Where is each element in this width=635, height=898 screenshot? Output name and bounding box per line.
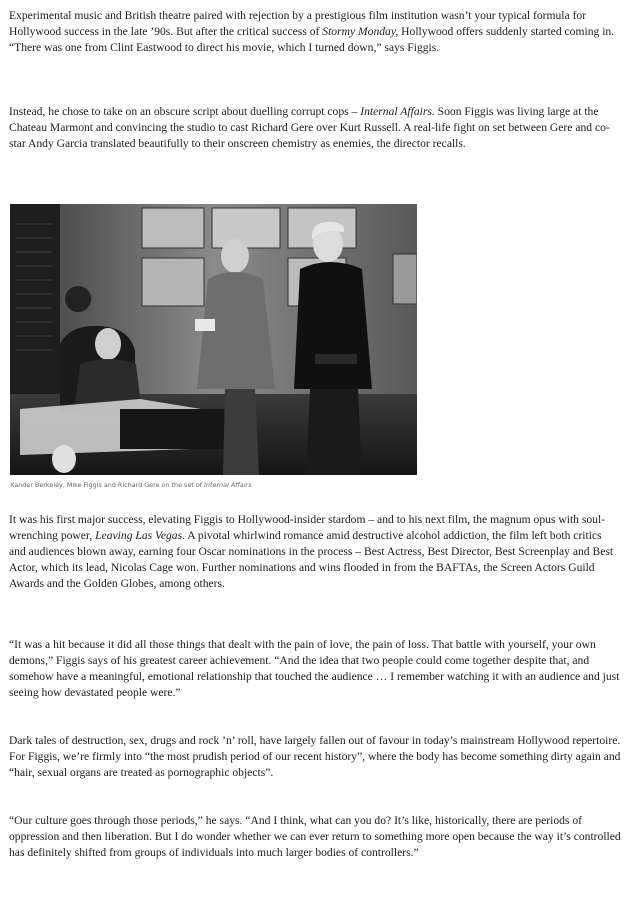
paragraph-quote-hit: “It was a hit because it did all those things that dealt with the pain of love, the pain of loss. That battle with yourself, your own demons,” Figgis says of his greatest career achievement. “And the idea that two people could come together despite that, and somehow have a meaningful, emotional relationship that touched the audience … I remember watching it with an audience and just seeing how devastated people were.” [9, 638, 620, 699]
paragraph-culture-periods: “Our culture goes through those periods,” he says. “And I think, what can you do? It’s like, historically, there are periods of oppression and then liberation. But I do wonder whether we can ever return to something more open because the way it’s controlled has definitely shifted from groups of individuals into much larger bodies of controllers.” [9, 814, 621, 859]
photo-caption: Xander Berkeley, Mike Figgis and Richard Gere on the set of Internal Affairs [10, 481, 252, 489]
paragraph-internal-affairs: Instead, he chose to take on an obscure script about duelling corrupt cops – Internal Affairs. Soon Figgis was living large at the Chateau Marmont and convincing the studio to cast Richard Gere over Kurt Russell. A real-life fight on set between Gere and co-star Andy Garcia translated beautifully to their onscreen chemistry as enemies, the director recalls. [9, 105, 610, 150]
paragraph-stormy-monday: Experimental music and British theatre paired with rejection by a prestigious film institution wasn’t your typical formula for Hollywood success in the late ’90s. But after the critical success of Stormy Monday, Hollywood offers suddenly started coming in. “There was one from Clint Eastwood to direct his movie, which I turned down,” says Figgis. [9, 9, 615, 54]
paragraph-leaving-las-vegas: It was his first major success, elevating Figgis to Hollywood-insider stardom – and to his next film, the magnum opus with soul-wrenching power, Leaving Las Vegas. A pivotal whirlwind romance amid destructive alcohol addiction, the film left both critics and audiences blown away, earning four Oscar nominations in the process – Best Actress, Best Director, Best Screenplay and Best Actor, which its lead, Nicolas Cage won. Further nominations and wins flooded in from the BAFTAs, the Screen Actors Guild Awards and the Golden Globes, among others. [9, 513, 614, 590]
film-set-photo [10, 204, 417, 475]
paragraph-prudish-period: Dark tales of destruction, sex, drugs and rock ’n’ roll, have largely fallen out of favour in today’s mainstream Hollywood repertoire. For Figgis, we’re firmly into “the most prudish period of our recent history”, where the body has become something dirty again and “hair, sexual organs are treated as pornographic objects”. [9, 734, 621, 779]
